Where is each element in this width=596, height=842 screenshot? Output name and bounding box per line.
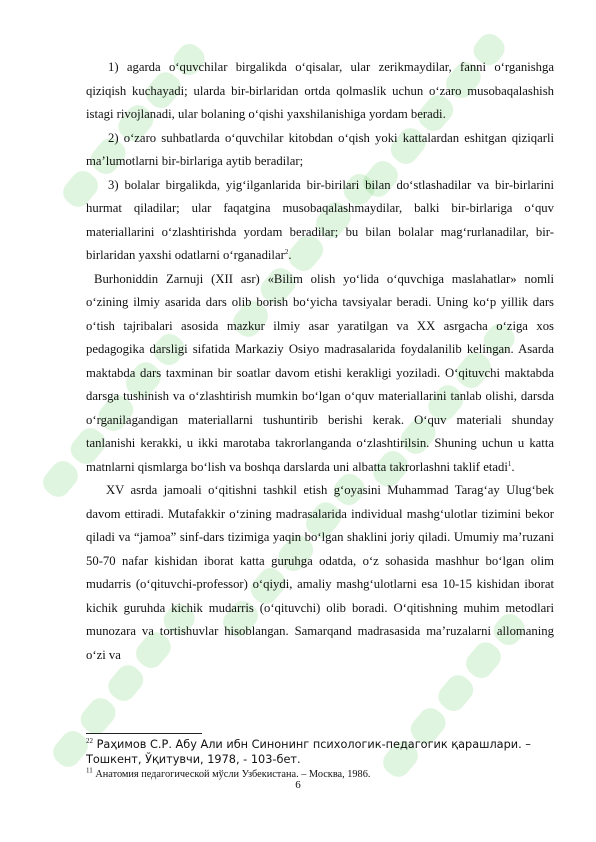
footnote-divider (86, 733, 202, 734)
paragraph-2: 2) o‘zaro suhbatlarda o‘quvchilar kitobdan o‘qish yoki kattalardan eshitgan qiziqarli ma’lumotlarni bir-birlariga aytib beradilar; (86, 130, 554, 168)
paragraph-1: 1) agarda o‘quvchilar birgalikda o‘qisalar, ular zerikmaydilar, fanni o‘rganishga qiziqish kuchayadi; ularda bir-birlaridan ortda qolmaslik uchun o‘zaro musobaqalashish istagi rivojlanadi, ular bolaning o‘qishi yaxshilanishiga yordam beradi. (86, 60, 554, 121)
footnotes (86, 737, 554, 782)
paragraph-5: XV asrda jamoali o‘qitishni tashkil etish g‘oyasini Muhammad Tarag‘ay Ulug‘bek davom ettiradi. Mutafakkir o‘zining madrasalarida individual mashg‘ulotlar tizimini bekor qiladi va “jamoa” sinf-dars tizimiga yaqin bo‘lgan shaklini joriy qiladi. Umumiy ma’ruzani 50-70 nafar kishidan iborat katta guruhga odatda, o‘z sohasida mashhur bo‘lgan olim mudarris (o‘qituvchi-professor) o‘qiydi, amaliy mashg‘ulotlarni esa 10-15 kishidan iborat kichik guruhda kichik mudarris (o‘qituvchi) olib boradi. O‘qitishning muhim metodlari munozara va tortishuvlar hisoblangan. Samarqand madrasasida ma’ruzalarni allomaning o‘zi va (86, 483, 554, 662)
watermark-shape (38, 456, 83, 502)
watermark-shape (433, 670, 478, 716)
body-text (86, 56, 554, 667)
watermark-shape (103, 660, 148, 706)
page-number: 6 (295, 779, 301, 791)
footnote-ref: 1 (507, 459, 512, 468)
paragraph-4: Burhoniddin Zarnuji (XII asr) «Bilim olish yo‘lida o‘quvchiga maslahatlar» nomli o‘zining ilmiy asarida dars olib borish bo‘yicha tavsiyalar beradi. Uning ko‘p yillik dars o‘tish tajribalari asosida mazkur ilmiy asar yaratilgan va XX asrgacha o‘ziga xos pedagogika darsligi sifatida Markaziy Osiyo madrasalarida foydalanilib kelingan. Asarda maktabda dars taxminan bir soatlar davom etishi kerakligi yoziladi. O‘qituvchi maktabda darsga tushinish va o‘zlashtirish mumkin bo‘lgan o‘quv materiallarini tanlab olishi, darsda o‘rganilagandigan materiallarni tushuntirib berishi kerak. O‘quv materiali shunday tanlanishi kerakki, u ikki marotaba takrorlanganda o‘zlashtirilsin. Shuning uchun u katta matnlarni qismlarga bo‘lish va boshqa darslarda uni albatta takrorlashni taklif etadi$^1$. (86, 271, 554, 474)
footnote-ref: 2 (284, 247, 289, 256)
footnote-2: $^{11}$ Анатомия педагогической мўсли Узбекистана. – Москва, 1986. (86, 766, 371, 780)
watermark-shape (76, 693, 121, 739)
paragraph-3: 3) bolalar birgalikda, yig‘ilganlarida bir-birilari bilan do‘stlashadilar va bir-birlarini hurmat qiladilar; ular faqatgina musobaqalashmaydilar, balki bir-birlariga o‘quv materiallarini o‘zlashtirishda yordam beradilar; bu bilan bolalar mag‘rurlanadilar, bir-birlaridan yaxshi odatlarni o‘rganadilar$^2$. (86, 177, 554, 262)
footnote-1: $^{22}$ Раҳимов С.Р. Абу Али ибн Синонинг психологик-педагогик қарашлари. – Тошкент, Ўқитувчи, 1978, - 103-бет. (86, 737, 531, 766)
